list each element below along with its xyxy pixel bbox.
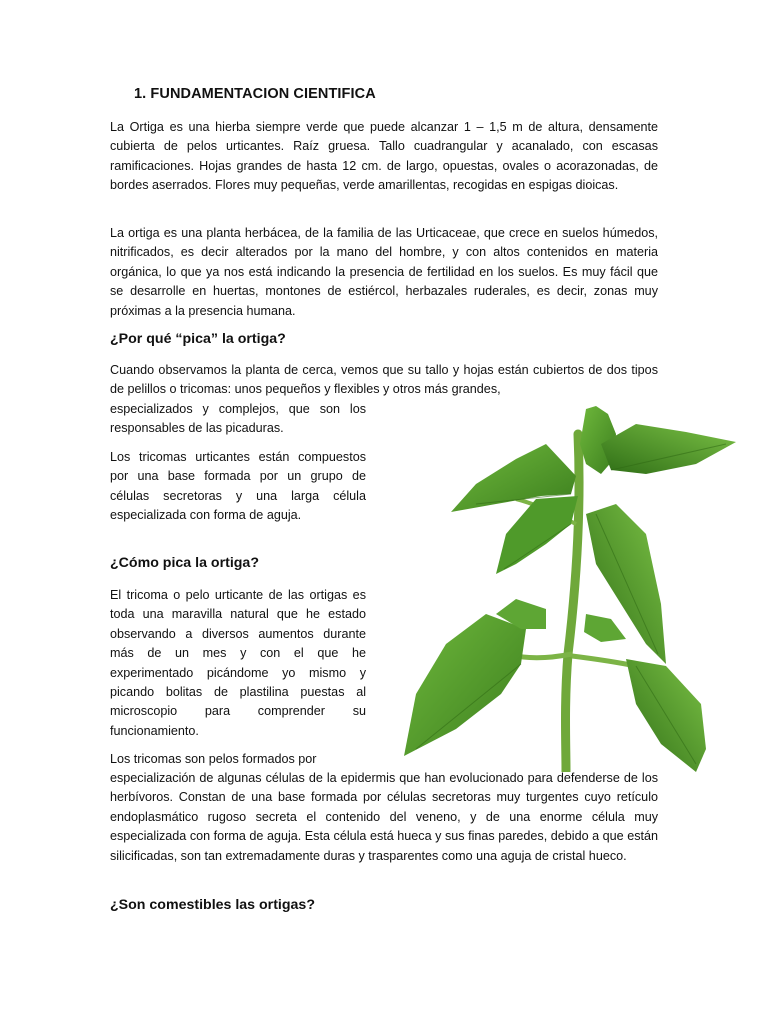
- lower-left-leaf: [404, 614, 526, 756]
- upper-right-leaf: [601, 424, 736, 474]
- mid-left-leaf: [496, 496, 578, 574]
- paragraph-tricomas-continued: especialización de algunas células de la epidermis que han evolucionado para defenderse de los herbívoros. Constan de una base formada por células secretoras muy turgentes cuyo retículo endoplasmático rugoso secreta el contenido del veneno, y de una enorme célula muy especializada con forma de aguja. Esta célula está hueca y sus finas paredes, debido a que están silicificadas, son tan extremadamente duras y trasparentes como una aguja de cristal hueco.: [110, 771, 658, 863]
- paragraph-tricomas-start: Los tricomas son pelos formados por: [110, 752, 317, 766]
- paragraph-como-pica: El tricoma o pelo urticante de las ortigas es toda una maravilla natural que he estado observando a diversos aumentos durante más de un mes y con el que he experimentado picándome yo mismo y picando bolitas de plastilina puestas al microscopio para comprender su funcionamiento.: [110, 588, 366, 738]
- section-title: 1. FUNDAMENTACION CIENTIFICA: [134, 86, 376, 102]
- paragraph-pica-intro: Cuando observamos la planta de cerca, vemos que su tallo y hojas están cubiertos de dos tipos de pelillos o tricomas: unos pequeños y flexibles y otros más grandes,: [110, 363, 658, 397]
- heading-comestibles: ¿Son comestibles las ortigas?: [110, 897, 315, 913]
- heading-como-pica: ¿Cómo pica la ortiga?: [110, 555, 259, 571]
- paragraph-description: La Ortiga es una hierba siempre verde que puede alcanzar 1 – 1,5 m de altura, densamente cubierta de pelos urticantes. Raíz gruesa. Tallo cuadrangular y acanalado, con escasas ramificaciones. Hojas grandes de hasta 12 cm. de largo, opuestas, ovales o acorazonadas, de bordes aserrados. Flores muy pequeñas, verde amarillentas, recogidas en espigas dioicas.: [110, 120, 658, 193]
- paragraph-pica-continued: especializados y complejos, que son los responsables de las picaduras.: [110, 402, 366, 436]
- heading-por-que-pica: ¿Por qué “pica” la ortiga?: [110, 331, 286, 347]
- paragraph-habitat: La ortiga es una planta herbácea, de la familia de las Urticaceae, que crece en suelos húmedos, nitrificados, es decir alterados por la mano del hombre, y con altos contenidos en materia orgánica, lo que ya nos está indicando la presencia de fertilidad en los suelos. Es muy fácil que se desarrolle en huertas, montones de estiércol, herbazales ruderales, es decir, zonas muy próximas a la presencia humana.: [110, 226, 658, 318]
- paragraph-tricomas-urticantes: Los tricomas urticantes están compuestos por una base formada por un grupo de células secretoras y una larga célula especializada con forma de aguja.: [110, 450, 366, 523]
- nettle-plant-image: [396, 404, 746, 772]
